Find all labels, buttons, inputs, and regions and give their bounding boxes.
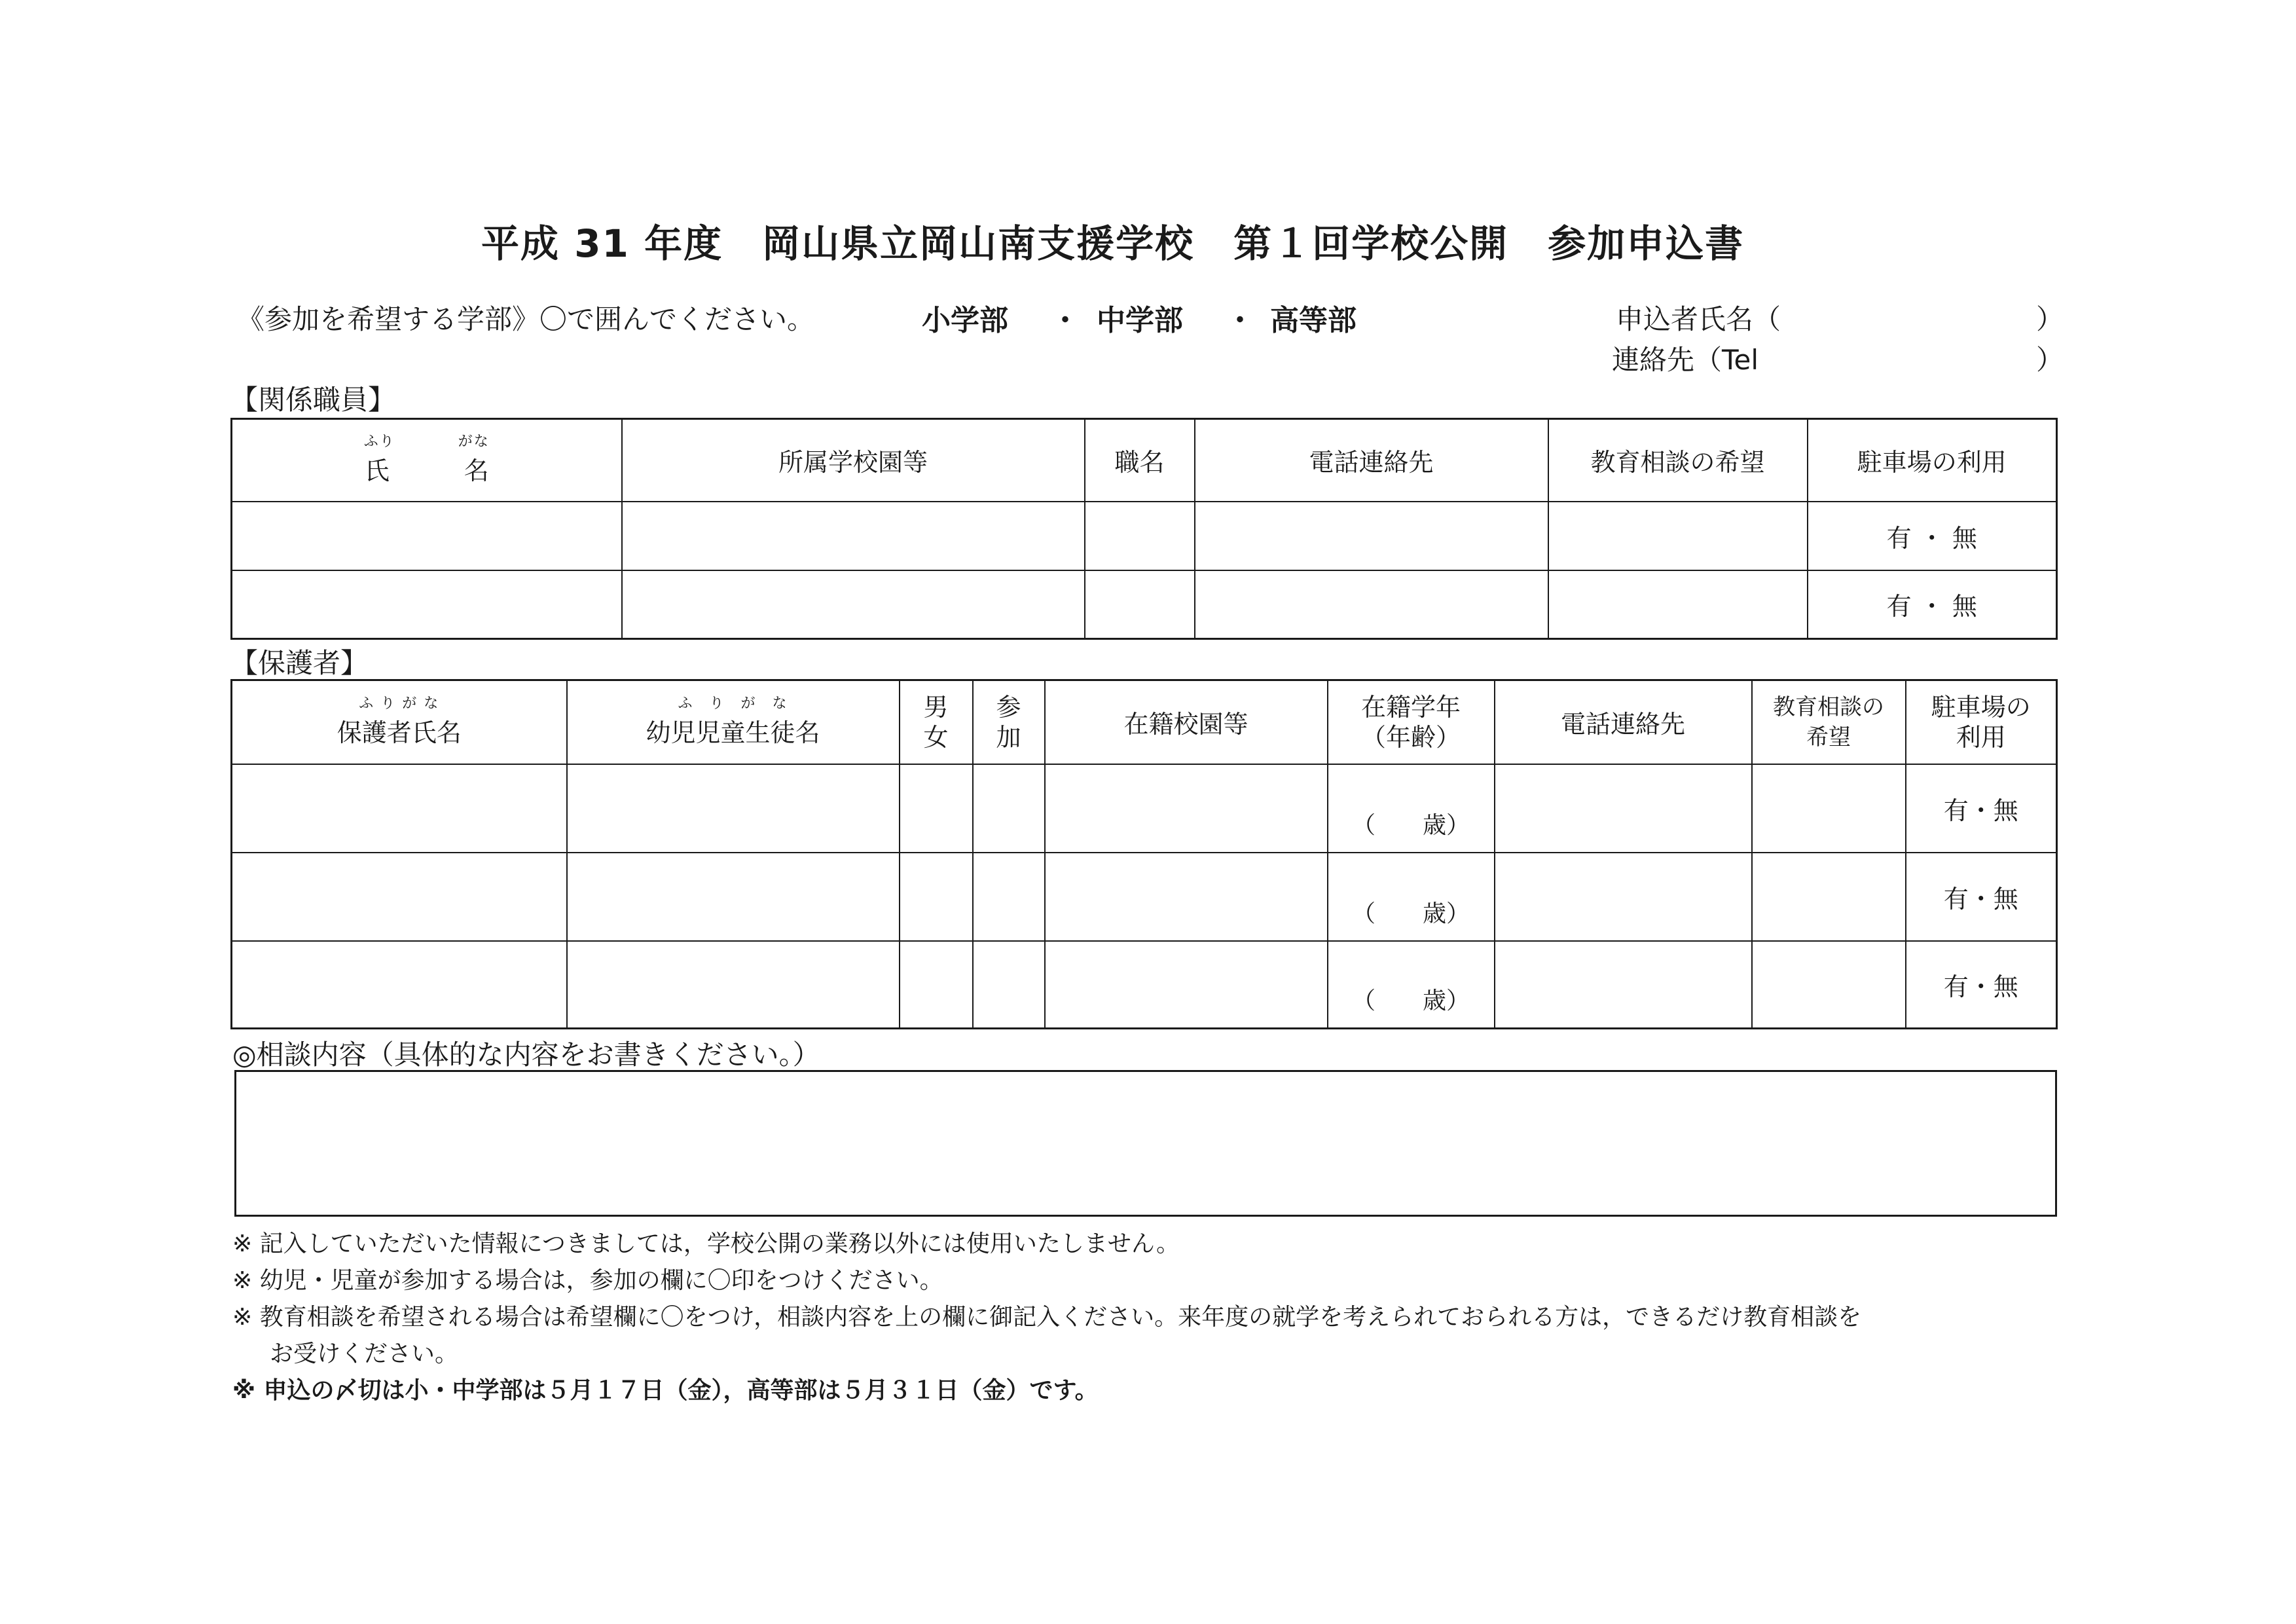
attend-cell[interactable] [973,853,1045,941]
guardian-header-child-name: ふ り が な 幼児児童生徒名 [567,680,900,764]
staff-header-phone: 電話連絡先 [1195,419,1548,502]
staff-phone-cell[interactable] [1195,502,1548,570]
age-text: （ 歳） [1351,811,1470,839]
phone-cell[interactable] [1495,764,1752,853]
guardian-header-gender: 男 女 [900,680,973,764]
age-text: （ 歳） [1351,900,1470,927]
consult-cell[interactable] [1752,764,1906,853]
department-prompt: 《参加を希望する学部》〇で囲んでください。 [237,303,815,335]
note-consult: ※ 教育相談を希望される場合は希望欄に〇をつけ，相談内容を上の欄に御記入ください。来年度の就学を考えられておられる方は，できるだけ教育相談を [232,1304,1862,1331]
grade-cell[interactable] [1328,853,1495,941]
staff-header-row [232,419,2057,502]
applicant-name-close: ） [2036,303,2064,335]
guardian-header-parking: 駐車場の 利用 [1906,680,2057,764]
guardian-name-cell[interactable] [232,764,567,853]
gender-cell[interactable] [900,853,973,941]
guardian-section-label: 【保護者】 [230,647,369,679]
phone-cell[interactable] [1495,853,1752,941]
parking-cell[interactable]: 有・無 [1906,853,2057,941]
dept-separator: ・ [1051,304,1080,337]
staff-position-cell[interactable] [1085,570,1195,639]
guardian-name-cell[interactable] [232,941,567,1029]
child-name-cell[interactable] [567,941,900,1029]
grade-cell[interactable] [1328,764,1495,853]
staff-table [230,418,2058,640]
guardian-table [230,679,2058,1029]
dept-high: 高等部 [1270,304,1357,337]
contact-close: ） [2036,344,2064,376]
consult-content-box[interactable] [234,1070,2057,1217]
school-cell[interactable] [1045,764,1328,853]
staff-school-cell[interactable] [622,502,1085,570]
child-name-cell[interactable] [567,853,900,941]
age-text: （ 歳） [1351,987,1470,1014]
gender-cell[interactable] [900,764,973,853]
consult-cell[interactable] [1752,853,1906,941]
staff-header-consult: 教育相談の希望 [1548,419,1808,502]
parking-cell[interactable]: 有・無 [1906,764,2057,853]
guardian-row [232,941,2057,1029]
staff-phone-cell[interactable] [1195,570,1548,639]
guardian-header-row [232,680,2057,764]
staff-parking-cell[interactable]: 有 ・ 無 [1808,502,2057,570]
guardian-row [232,853,2057,941]
page-title: 平成 31 年度 岡山県立岡山南支援学校 第１回学校公開 参加申込書 [481,221,1745,266]
attend-cell[interactable] [973,941,1045,1029]
note-privacy: ※ 記入していただいた情報につきましては，学校公開の業務以外には使用いたしません。 [232,1230,1180,1257]
staff-header-name: ふり がな 氏 名 [232,419,622,502]
applicant-name-label: 申込者氏名（ [1616,303,1781,335]
phone-cell[interactable] [1495,941,1752,1029]
guardian-header-school: 在籍校園等 [1045,680,1328,764]
note-deadline: ※ 申込の〆切は小・中学部は５月１７日（金），高等部は５月３１日（金）です。 [232,1377,1099,1404]
note-child-attend: ※ 幼児・児童が参加する場合は，参加の欄に〇印をつけください。 [232,1267,943,1294]
note-consult-continued: お受けください。 [270,1340,459,1367]
attend-cell[interactable] [973,764,1045,853]
staff-header-parking: 駐車場の利用 [1808,419,2057,502]
staff-parking-cell[interactable]: 有 ・ 無 [1808,570,2057,639]
guardian-header-attend: 参 加 [973,680,1045,764]
dept-separator: ・ [1226,304,1254,337]
guardian-name-cell[interactable] [232,853,567,941]
school-cell[interactable] [1045,941,1328,1029]
staff-name-cell[interactable] [232,502,622,570]
consult-content-label: ◎相談内容（具体的な内容をお書きください。） [232,1039,820,1071]
grade-cell[interactable] [1328,941,1495,1029]
staff-row [232,570,2057,639]
dept-junior-high: 中学部 [1097,304,1183,337]
guardian-header-consult: 教育相談の 希望 [1752,680,1906,764]
staff-position-cell[interactable] [1085,502,1195,570]
contact-label: 連絡先（Tel [1612,344,1759,376]
consult-cell[interactable] [1752,941,1906,1029]
gender-cell[interactable] [900,941,973,1029]
staff-row [232,502,2057,570]
staff-consult-cell[interactable] [1548,502,1808,570]
dept-elementary: 小学部 [922,304,1008,337]
staff-header-school: 所属学校園等 [622,419,1085,502]
staff-header-position: 職名 [1085,419,1195,502]
guardian-header-phone: 電話連絡先 [1495,680,1752,764]
staff-section-label: 【関係職員】 [230,384,396,416]
child-name-cell[interactable] [567,764,900,853]
staff-consult-cell[interactable] [1548,570,1808,639]
school-cell[interactable] [1045,853,1328,941]
parking-cell[interactable]: 有・無 [1906,941,2057,1029]
guardian-header-guardian-name: ふ り が な 保護者氏名 [232,680,567,764]
guardian-header-grade: 在籍学年 （年齢） [1328,680,1495,764]
staff-school-cell[interactable] [622,570,1085,639]
staff-name-cell[interactable] [232,570,622,639]
guardian-row [232,764,2057,853]
